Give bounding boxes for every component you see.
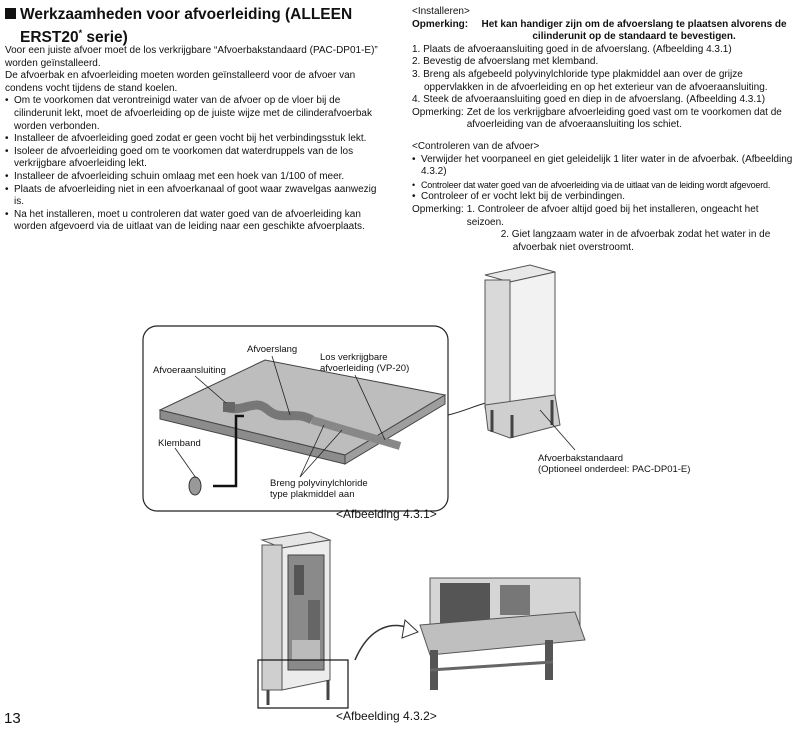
install-step: 4. Steek de afvoeraansluiting goed en diep in de afvoerslang. (Afbeelding 4.3.1) — [412, 94, 766, 106]
check-bullet: • Controleer of er vocht lekt bij de verbindingen. — [412, 191, 797, 204]
left-bullet: • Isoleer de afvoerleiding goed om te voorkomen dat waterdruppels van de los verkrijgbare afvoerleiding lekt. — [5, 146, 383, 171]
intro-paragraph-2: De afvoerbak en afvoerleiding moeten worden geïnstalleerd voor de afvoer van condens vocht tijdens de stand koelen. — [5, 70, 356, 94]
check-remark-item: 2. Giet langzaam water in de afvoerbak zodat het water in de afvoerbak niet overstroomt. — [500, 229, 771, 253]
title-suffix: serie) — [82, 29, 128, 47]
install-step: 2. Bevestig de afvoerslang met klemband. — [412, 56, 599, 68]
remark-text: Zet de los verkrijgbare afvoerleiding goed vast om te voorkomen dat de afvoerleiding van de afvoeraansluiting los schiet. — [466, 106, 782, 131]
intro-paragraph-1: Voor een juiste afvoer moet de los verkrijgbare “Afvoerbakstandaard (PAC-DP01-E)” worden geïnstalleerd. — [5, 45, 378, 69]
left-bullet: • Installeer de afvoerleiding goed zodat er geen vocht bij het verbindingsstuk lekt. — [5, 133, 383, 146]
figure-caption-4-3-2: <Afbeelding 4.3.2> — [336, 709, 437, 723]
label-afvoeraansluiting: Afvoeraansluiting — [153, 365, 226, 376]
left-bullet: • Plaats de afvoerleiding niet in een afvoerkanaal of goot waar zwavelgas aanwezig is. — [5, 184, 383, 209]
label-afvoerslang: Afvoerslang — [247, 344, 298, 355]
drain-outlet — [223, 402, 235, 412]
left-bullet: • Installeer de afvoerleiding schuin omlaag met een hoek van 1/100 of meer. — [5, 171, 383, 184]
figure-caption-4-3-1: <Afbeelding 4.3.1> — [336, 507, 437, 521]
label-breng-1: Breng polyvinylchloride — [270, 478, 368, 489]
left-bullet: • Om te voorkomen dat verontreinigd water van de afvoer op de vloer bij de cilinderunit lekt, moet de afvoerleiding op de juiste wijze met de cilinderafvoerbak worden verbonden. — [5, 95, 383, 133]
title-model: ERST20 — [20, 29, 79, 47]
cylinder-unit-figure — [485, 265, 560, 438]
page-number: 13 — [4, 710, 21, 727]
clamp-band — [189, 477, 201, 495]
left-bullet: • Na het installeren, moet u controleren dat water goed van de afvoerleiding kan worden afgevoerd via de uitlaat van de leiding naar een geschikte afvoerplaats. — [5, 209, 383, 234]
label-klemband: Klemband — [158, 438, 201, 449]
label-leiding-2: afvoerleiding (VP-20) — [320, 363, 410, 374]
install-heading: <Installeren> — [412, 6, 470, 17]
label-leiding-1: Los verkrijgbare — [320, 352, 388, 363]
remark-label: Opmerking: — [412, 18, 469, 30]
label-breng-2: type plakmiddel aan — [270, 489, 355, 500]
check-bullet: • Controleer dat water goed van de afvoerleiding via de uitlaat van de leiding wordt afgevoerd. — [412, 179, 797, 192]
check-bullet: • Verwijder het voorpaneel en giet geleidelijk 1 liter water in de afvoerbak. (Afbeelding 4.3.2) — [412, 154, 797, 179]
title-line-1: Werkzaamheden voor afvoerleiding (ALLEEN — [20, 6, 353, 23]
check-heading: <Controleren van de afvoer> — [412, 140, 540, 152]
remark-text: Het kan handiger zijn om de afvoerslang te plaatsen alvorens de cilinderunit op de standaard te bevestigen. — [481, 18, 787, 43]
install-step: 1. Plaats de afvoeraansluiting goed in de afvoerslang. (Afbeelding 4.3.1) — [412, 43, 732, 55]
remark-label: Opmerking: — [412, 203, 464, 215]
install-step: 3. Breng als afgebeeld polyvinylchloride type plakmiddel aan over de grijze oppervlakken in de afvoerleiding en op het exterieur van de afvoeraansluiting. — [412, 68, 768, 93]
check-remark-item: 1. Controleer de afvoer altijd goed bij het installeren, ongeacht het seizoen. — [466, 203, 759, 228]
remark-label: Opmerking: — [412, 106, 464, 118]
label-standaard-2: (Optioneel onderdeel: PAC-DP01-E) — [538, 464, 691, 475]
label-standaard-1: Afvoerbakstandaard — [538, 453, 624, 464]
title-sup: * — [78, 28, 83, 38]
